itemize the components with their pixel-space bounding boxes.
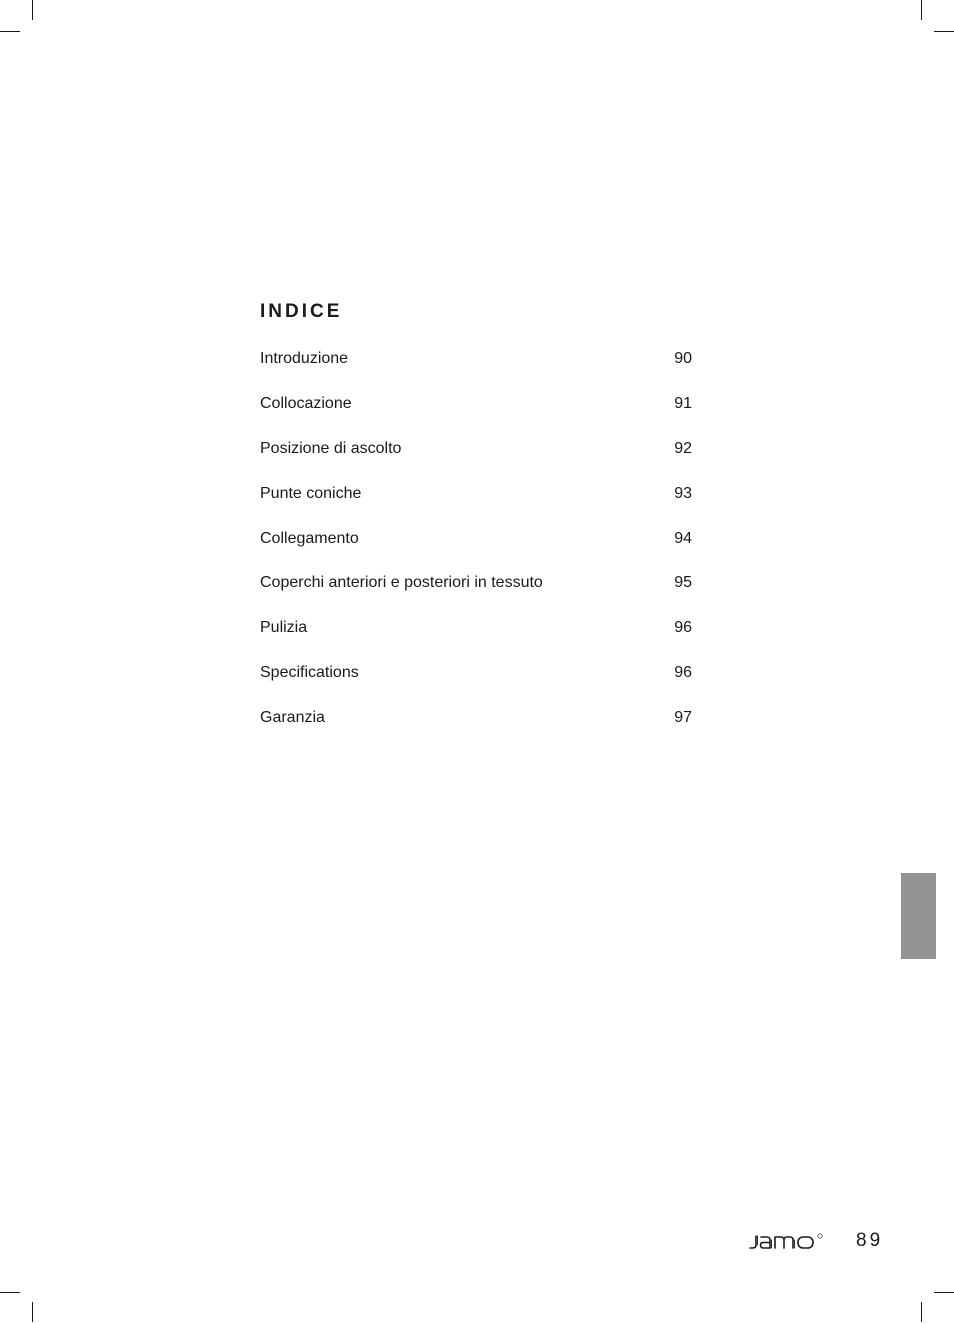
crop-mark-bottom-right-vertical bbox=[921, 1302, 922, 1322]
toc-entry-page: 97 bbox=[674, 709, 692, 727]
toc-entry-label: Coperchi anteriori e posteriori in tessuto bbox=[260, 574, 543, 592]
toc-entry[interactable] bbox=[260, 706, 692, 751]
toc-entry[interactable] bbox=[260, 527, 692, 572]
crop-mark-top-left-horizontal bbox=[0, 31, 20, 32]
toc-entry[interactable] bbox=[260, 482, 692, 527]
toc-entry-page: 96 bbox=[674, 664, 692, 682]
jamo-logo bbox=[748, 1232, 826, 1250]
toc-entry[interactable] bbox=[260, 392, 692, 437]
toc-entry-label: Punte coniche bbox=[260, 484, 362, 502]
toc-entry-page: 93 bbox=[674, 484, 692, 502]
toc-entry-label: Garanzia bbox=[260, 709, 325, 727]
toc-entry[interactable] bbox=[260, 571, 692, 616]
section-tab-marker bbox=[901, 873, 936, 959]
toc-entry-label: Posizione di ascolto bbox=[260, 439, 402, 457]
toc-title: INDICE bbox=[260, 301, 343, 322]
toc-entry[interactable] bbox=[260, 616, 692, 661]
page-number: 89 bbox=[856, 1230, 884, 1251]
toc-entry-label: Specifications bbox=[260, 664, 359, 682]
crop-mark-bottom-left-horizontal bbox=[0, 1292, 20, 1293]
toc-entry-label: Pulizia bbox=[260, 619, 308, 637]
toc-entry-page: 91 bbox=[674, 394, 692, 412]
toc-entry-page: 94 bbox=[674, 529, 692, 547]
crop-mark-top-left-vertical bbox=[32, 0, 33, 20]
toc-entry-page: 96 bbox=[674, 619, 692, 637]
toc-entry-label: Introduzione bbox=[260, 350, 349, 367]
crop-mark-bottom-right-horizontal bbox=[934, 1292, 954, 1293]
page-footer bbox=[748, 1229, 883, 1253]
toc-entry[interactable] bbox=[260, 347, 692, 392]
toc-entry-page: 92 bbox=[674, 439, 692, 457]
toc-entry[interactable] bbox=[260, 661, 692, 706]
toc-list bbox=[260, 347, 692, 751]
crop-mark-bottom-left-vertical bbox=[32, 1302, 33, 1322]
toc-entry[interactable] bbox=[260, 437, 692, 482]
toc-entry-page: 90 bbox=[674, 350, 692, 367]
crop-mark-top-right-horizontal bbox=[934, 31, 954, 32]
toc-entry-page: 95 bbox=[674, 574, 692, 592]
toc-entry-label: Collegamento bbox=[260, 529, 359, 547]
crop-mark-top-right-vertical bbox=[921, 0, 922, 20]
toc-entry-label: Collocazione bbox=[260, 394, 352, 412]
